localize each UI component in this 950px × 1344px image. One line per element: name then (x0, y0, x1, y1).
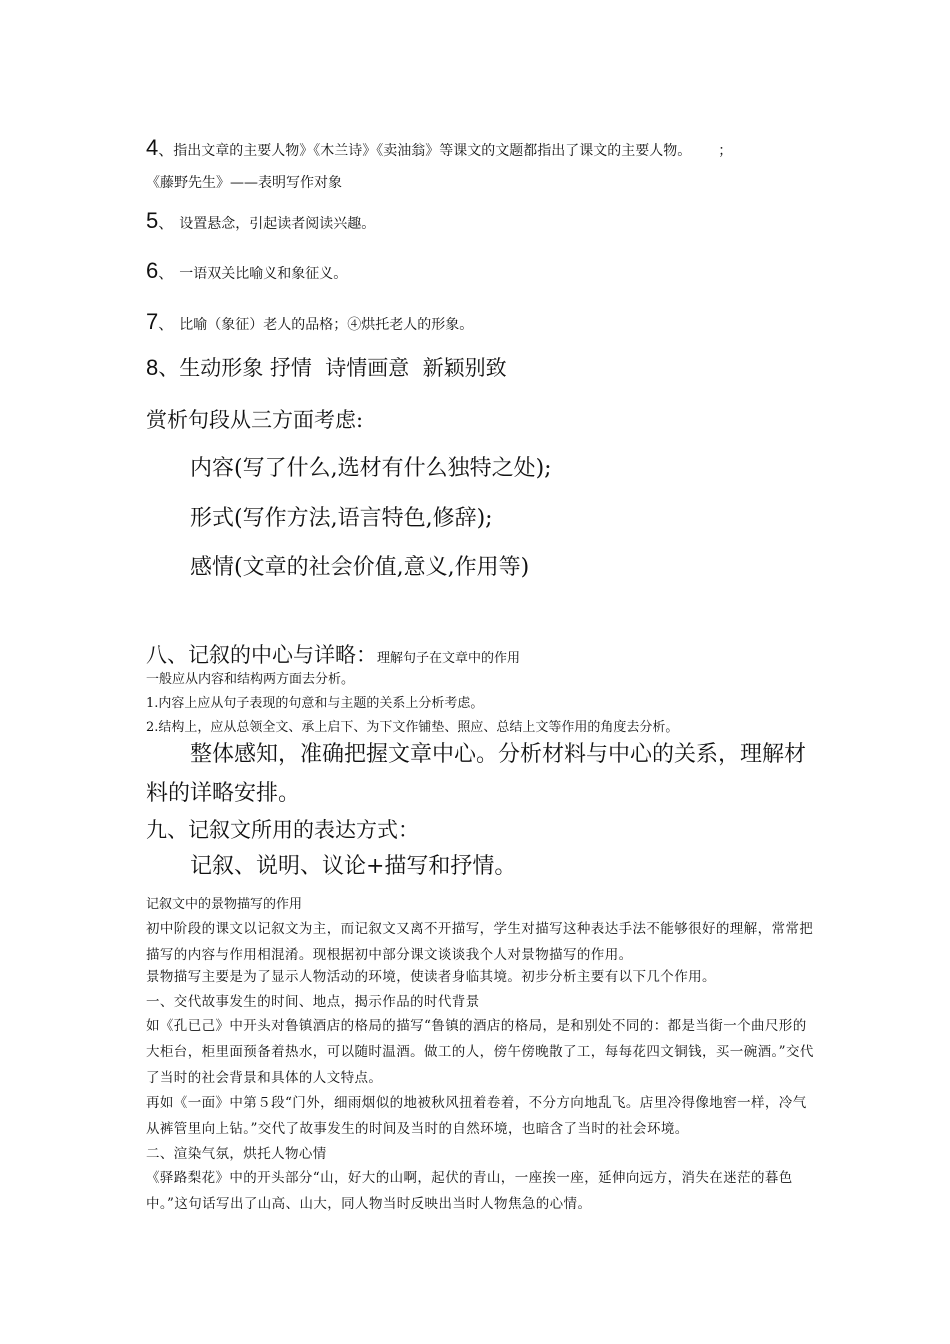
scenery-point-1-title: 一、交代故事发生的时间、地点，揭示作品的时代背景 (146, 994, 480, 1010)
section-8-line-3: 2.结构上，应从总领全文、承上启下、为下文作铺垫、照应、总结上文等作用的角度去分析。 (146, 720, 679, 735)
appreciation-point-content: 内容(写了什么,选材有什么独特之处); (190, 456, 552, 481)
item-4-separator: 、 (158, 141, 174, 159)
item-5-separator: 、 (158, 214, 174, 232)
item-7 (146, 311, 473, 333)
item-7-separator: 、 (158, 315, 174, 333)
section-8-heading: 八、记叙的中心与详略： (146, 643, 377, 667)
scenery-point-2-title: 二、渲染气氛，烘托人物心情 (146, 1146, 327, 1162)
section-8-paragraph-line-1: 整体感知，准确把握文章中心。分析材料与中心的关系，理解材 (190, 742, 807, 767)
scenery-point-1-example-2: 再如《一面》中第５段“门外，细雨烟似的地被秋风扭着卷着，不分方向地乱飞。店里冷得像地窖一样，冷气从裤管里向上钻。”交代了故事发生的时间及当时的自然环境，也暗含了当时的社会环境。 (146, 1095, 807, 1137)
scenery-summary: 景物描写主要是为了显示人物活动的环境，使读者身临其境。初步分析主要有以下几个作用。 (146, 969, 716, 985)
item-7-text: 比喻（象征）老人的品格；④烘托老人的形象。 (179, 317, 474, 333)
item-6-separator: 、 (158, 264, 174, 282)
section-8-line-2: 1.内容上应从句子表现的句意和与主题的关系上分析考虑。 (146, 696, 484, 711)
scenery-point-1-example-1: 如《孔已己》中开头对鲁镇酒店的格局的描写“鲁镇的酒店的格局，是和别处不同的：都是当街一个曲尺形的大柜台，柜里面预备着热水，可以随时温酒。做工的人，傍午傍晚散了工，每每花四文铜钱，买一碗酒。”交代了当时的社会背景和具体的人文特点。 (146, 1018, 814, 1086)
section-9-body: 记叙、说明、议论+描写和抒情。 (190, 854, 517, 879)
item-6-number: 6 (146, 258, 159, 283)
section-9-heading: 九、记叙文所用的表达方式： (146, 818, 419, 842)
item-5-text: 设置悬念，引起读者阅读兴趣。 (179, 216, 376, 232)
item-6-text: 一语双关比喻义和象征义。 (179, 266, 348, 282)
item-4-tail: ； (718, 143, 733, 159)
scenery-title: 记叙文中的景物描写的作用 (146, 897, 303, 912)
item-5 (146, 210, 375, 232)
item-4-example: 《藤野先生》——表明写作对象 (146, 175, 342, 191)
item-4 (146, 137, 732, 159)
section-8-subheading: 理解句子在文章中的作用 (377, 651, 521, 666)
item-8-number: 8 (146, 355, 159, 380)
section-8-paragraph-line-2: 料的详略安排。 (146, 781, 301, 806)
appreciation-point-feeling: 感情(文章的社会价值,意义,作用等) (190, 555, 530, 580)
item-6 (146, 260, 347, 282)
item-8-text: 生动形象 抒情 诗情画意 新颖别致 (179, 356, 507, 380)
scenery-intro: 初中阶段的课文以记叙文为主，而记叙文又离不开描写，学生对描写这种表达手法不能够很好的理解，常常把描写的内容与作用相混淆。现根据初中部分课文谈谈我个人对景物描写的作用。 (146, 921, 814, 963)
section-8-line-1: 一般应从内容和结构两方面去分析。 (146, 672, 355, 687)
scenery-point-2-example: 《驿路梨花》中的开头部分“山，好大的山啊，起伏的青山，一座挨一座，延伸向远方，消失在迷茫的暮色中。”这句话写出了山高、山大，同人物当时反映出当时人物焦急的心情。 (146, 1170, 793, 1212)
appreciation-point-form: 形式(写作方法,语言特色,修辞); (190, 506, 493, 531)
section-8-heading-line (146, 645, 520, 666)
item-4-number: 4 (146, 135, 159, 160)
item-5-number: 5 (146, 208, 159, 233)
item-8 (146, 357, 507, 379)
appreciation-heading: 赏析句段从三方面考虑: (146, 408, 364, 432)
item-8-separator: 、 (158, 356, 180, 380)
item-7-number: 7 (146, 309, 159, 334)
item-4-text: 指出文章的主要人物》《木兰诗》《卖油翁》等课文的文题都指出了课文的主要人物。 (173, 143, 685, 159)
